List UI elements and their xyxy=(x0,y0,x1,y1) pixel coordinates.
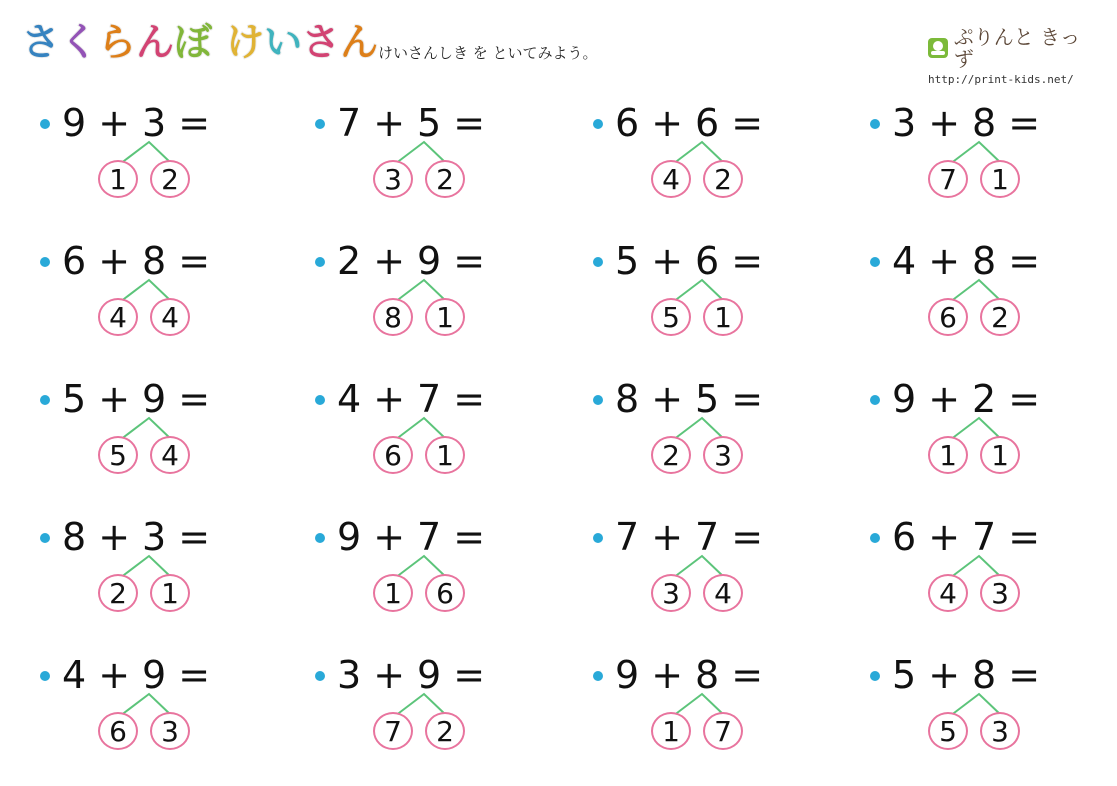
title-char: さ xyxy=(22,20,61,64)
addend-second: 7 xyxy=(695,515,720,559)
problem-item xyxy=(870,364,1110,484)
split-circle-right: 4 xyxy=(150,436,190,474)
bullet-dot xyxy=(870,119,880,129)
bullet-dot xyxy=(315,671,325,681)
equals-sign: = xyxy=(453,377,486,421)
addend-first: 6 xyxy=(615,101,640,145)
addend-first: 7 xyxy=(615,515,640,559)
split-circle-right: 1 xyxy=(980,436,1020,474)
split-circle-right: 3 xyxy=(980,712,1020,750)
logo-text: ぷりんと きっず xyxy=(953,25,1081,71)
split-circle-right: 1 xyxy=(150,574,190,612)
title-char: け xyxy=(226,20,265,64)
split-circle-right: 2 xyxy=(425,712,465,750)
problem-item xyxy=(593,88,833,208)
plus-sign: + xyxy=(373,653,406,697)
problem-item xyxy=(593,502,833,622)
bullet-dot xyxy=(40,533,50,543)
split-circle-right: 3 xyxy=(980,574,1020,612)
split-circle-left: 5 xyxy=(928,712,968,750)
addend-second: 9 xyxy=(142,653,167,697)
split-circle-right: 4 xyxy=(703,574,743,612)
addend-second: 6 xyxy=(695,239,720,283)
addend-second: 8 xyxy=(695,653,720,697)
plus-sign: + xyxy=(98,239,131,283)
plus-sign: + xyxy=(651,101,684,145)
split-circle-left: 7 xyxy=(928,160,968,198)
addend-second: 3 xyxy=(142,101,167,145)
split-circle-left: 1 xyxy=(98,160,138,198)
plus-sign: + xyxy=(373,377,406,421)
equals-sign: = xyxy=(178,239,211,283)
equals-sign: = xyxy=(453,653,486,697)
equals-sign: = xyxy=(453,239,486,283)
plus-sign: + xyxy=(928,239,961,283)
split-circle-right: 2 xyxy=(703,160,743,198)
plus-sign: + xyxy=(98,515,131,559)
bullet-dot xyxy=(870,533,880,543)
equals-sign: = xyxy=(178,653,211,697)
addend-second: 8 xyxy=(142,239,167,283)
plus-sign: + xyxy=(651,515,684,559)
bullet-dot xyxy=(40,395,50,405)
addend-first: 9 xyxy=(62,101,87,145)
problem-item xyxy=(870,502,1110,622)
split-circle-left: 3 xyxy=(651,574,691,612)
bullet-dot xyxy=(593,533,603,543)
title-char: ん xyxy=(340,20,379,64)
split-circle-right: 2 xyxy=(150,160,190,198)
addend-first: 9 xyxy=(615,653,640,697)
plus-sign: + xyxy=(98,653,131,697)
plus-sign: + xyxy=(928,101,961,145)
bullet-dot xyxy=(870,671,880,681)
split-circle-right: 1 xyxy=(980,160,1020,198)
split-circle-right: 7 xyxy=(703,712,743,750)
problem-item xyxy=(315,226,555,346)
equals-sign: = xyxy=(731,515,764,559)
equals-sign: = xyxy=(1008,653,1041,697)
split-circle-right: 3 xyxy=(150,712,190,750)
title-char: く xyxy=(60,20,99,64)
problem-item xyxy=(870,226,1110,346)
split-circle-left: 1 xyxy=(651,712,691,750)
plus-sign: + xyxy=(651,239,684,283)
equals-sign: = xyxy=(731,101,764,145)
problem-item xyxy=(40,88,280,208)
addend-first: 3 xyxy=(892,101,917,145)
split-circle-left: 1 xyxy=(373,574,413,612)
addend-second: 5 xyxy=(417,101,442,145)
addend-second: 8 xyxy=(972,239,997,283)
split-circle-left: 3 xyxy=(373,160,413,198)
bullet-dot xyxy=(870,257,880,267)
logo-url[interactable]: http://print-kids.net/ xyxy=(928,73,1074,86)
title-char: い xyxy=(264,20,303,64)
bullet-dot xyxy=(870,395,880,405)
addend-second: 8 xyxy=(972,101,997,145)
addend-first: 5 xyxy=(62,377,87,421)
equals-sign: = xyxy=(453,101,486,145)
split-circle-left: 6 xyxy=(98,712,138,750)
addend-first: 9 xyxy=(892,377,917,421)
problem-item xyxy=(870,640,1110,760)
addend-first: 5 xyxy=(892,653,917,697)
plus-sign: + xyxy=(651,653,684,697)
split-circle-left: 1 xyxy=(928,436,968,474)
addend-first: 4 xyxy=(337,377,362,421)
title-char: ら xyxy=(98,20,137,64)
addend-second: 7 xyxy=(417,515,442,559)
equals-sign: = xyxy=(178,515,211,559)
split-circle-right: 1 xyxy=(425,436,465,474)
addend-second: 3 xyxy=(142,515,167,559)
addend-first: 9 xyxy=(337,515,362,559)
title-char: さ xyxy=(302,20,341,64)
split-circle-left: 8 xyxy=(373,298,413,336)
addend-first: 7 xyxy=(337,101,362,145)
problem-item xyxy=(40,502,280,622)
addend-second: 8 xyxy=(972,653,997,697)
split-circle-left: 6 xyxy=(373,436,413,474)
split-circle-right: 1 xyxy=(703,298,743,336)
split-circle-left: 5 xyxy=(651,298,691,336)
plus-sign: + xyxy=(373,101,406,145)
addend-second: 9 xyxy=(142,377,167,421)
split-circle-left: 4 xyxy=(98,298,138,336)
plus-sign: + xyxy=(651,377,684,421)
plus-sign: + xyxy=(98,101,131,145)
plus-sign: + xyxy=(928,653,961,697)
addend-first: 8 xyxy=(615,377,640,421)
split-circle-left: 2 xyxy=(651,436,691,474)
problem-item xyxy=(315,640,555,760)
addend-second: 6 xyxy=(695,101,720,145)
addend-first: 4 xyxy=(62,653,87,697)
bullet-dot xyxy=(593,671,603,681)
bullet-dot xyxy=(315,119,325,129)
addend-first: 2 xyxy=(337,239,362,283)
problem-item xyxy=(40,364,280,484)
split-circle-right: 6 xyxy=(425,574,465,612)
equals-sign: = xyxy=(1008,515,1041,559)
split-circle-left: 2 xyxy=(98,574,138,612)
addend-first: 5 xyxy=(615,239,640,283)
equals-sign: = xyxy=(453,515,486,559)
problem-item xyxy=(593,226,833,346)
problem-item xyxy=(40,640,280,760)
bullet-dot xyxy=(593,119,603,129)
equals-sign: = xyxy=(178,101,211,145)
plus-sign: + xyxy=(373,239,406,283)
split-circle-right: 3 xyxy=(703,436,743,474)
split-circle-left: 6 xyxy=(928,298,968,336)
bullet-dot xyxy=(593,395,603,405)
split-circle-right: 4 xyxy=(150,298,190,336)
split-circle-right: 2 xyxy=(980,298,1020,336)
problem-item xyxy=(315,502,555,622)
bullet-dot xyxy=(593,257,603,267)
addend-second: 9 xyxy=(417,239,442,283)
title-char: ん xyxy=(136,20,175,64)
bullet-dot xyxy=(40,257,50,267)
split-circle-left: 4 xyxy=(928,574,968,612)
equals-sign: = xyxy=(731,377,764,421)
equals-sign: = xyxy=(1008,239,1041,283)
addend-first: 6 xyxy=(892,515,917,559)
plus-sign: + xyxy=(98,377,131,421)
equals-sign: = xyxy=(178,377,211,421)
split-circle-left: 5 xyxy=(98,436,138,474)
addend-second: 7 xyxy=(972,515,997,559)
split-circle-right: 1 xyxy=(425,298,465,336)
problem-item xyxy=(593,364,833,484)
bullet-dot xyxy=(40,119,50,129)
plus-sign: + xyxy=(928,377,961,421)
equals-sign: = xyxy=(731,239,764,283)
addend-second: 5 xyxy=(695,377,720,421)
bullet-dot xyxy=(315,257,325,267)
instruction-text: けいさんしき を といてみよう。 xyxy=(378,44,598,62)
split-circle-left: 4 xyxy=(651,160,691,198)
split-circle-right: 2 xyxy=(425,160,465,198)
addend-second: 7 xyxy=(417,377,442,421)
equals-sign: = xyxy=(1008,377,1041,421)
plus-sign: + xyxy=(928,515,961,559)
addend-first: 6 xyxy=(62,239,87,283)
equals-sign: = xyxy=(731,653,764,697)
bullet-dot xyxy=(40,671,50,681)
problem-item xyxy=(593,640,833,760)
equals-sign: = xyxy=(1008,101,1041,145)
addend-second: 2 xyxy=(972,377,997,421)
addend-first: 4 xyxy=(892,239,917,283)
addend-first: 8 xyxy=(62,515,87,559)
problem-item xyxy=(315,364,555,484)
addend-first: 3 xyxy=(337,653,362,697)
bullet-dot xyxy=(315,395,325,405)
problem-item xyxy=(40,226,280,346)
title-char: ぼ xyxy=(174,20,213,64)
addend-second: 9 xyxy=(417,653,442,697)
problem-item xyxy=(315,88,555,208)
split-circle-left: 7 xyxy=(373,712,413,750)
plus-sign: + xyxy=(373,515,406,559)
problem-item xyxy=(870,88,1110,208)
bullet-dot xyxy=(315,533,325,543)
